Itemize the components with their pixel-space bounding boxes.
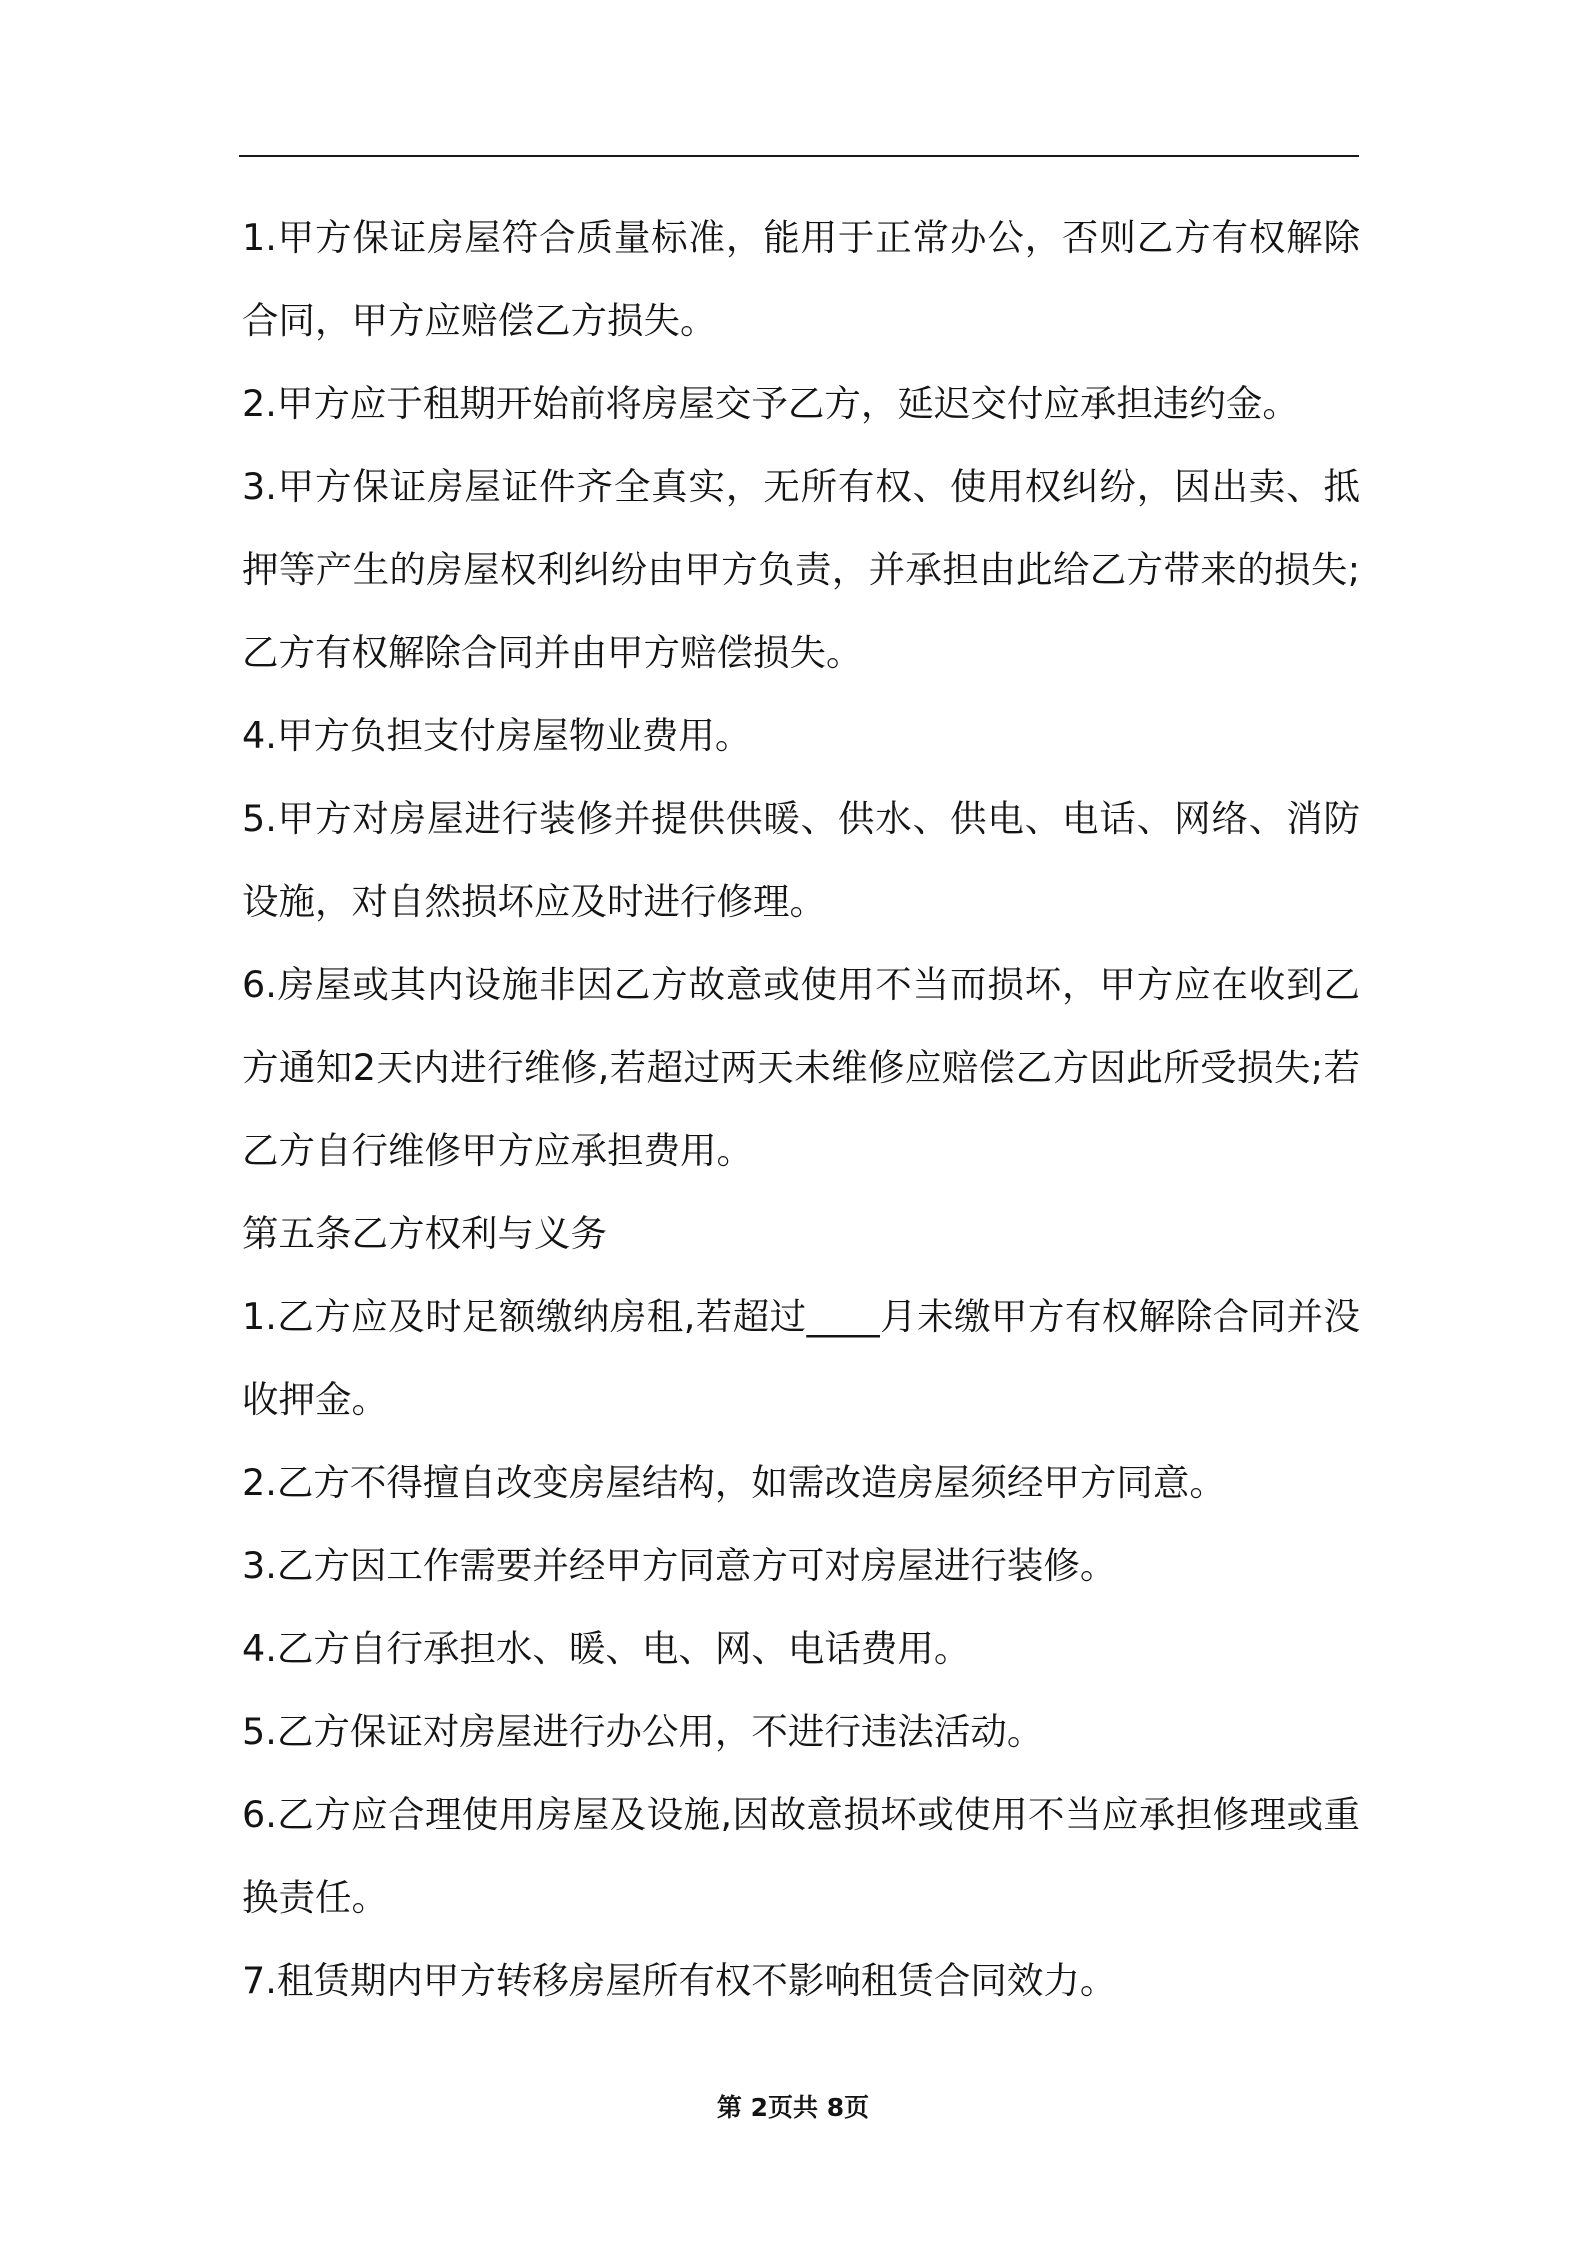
header-rule — [239, 155, 1359, 157]
clause-b6-proper-use: 6.乙方应合理使用房屋及设施,因故意损坏或使用不当应承担修理或重换责任。 — [242, 1793, 1360, 1919]
clause-b7-ownership-transfer: 7.租赁期内甲方转移房屋所有权不影响租赁合同效力。 — [242, 1959, 1117, 2002]
clause-a6-repairs: 6.房屋或其内设施非因乙方故意或使用不当而损坏，甲方应在收到乙方通知2天内进行维修,若超过两天未维修应赔偿乙方因此所受损失;若乙方自行维修甲方应承担费用。 — [242, 963, 1360, 1172]
page-number-footer: 第 2页共 8页 — [716, 2093, 870, 2122]
clause-a3-title-warranty: 3.甲方保证房屋证件齐全真实，无所有权、使用权纠纷，因出卖、抵押等产生的房屋权利纠纷由甲方负责，并承担由此给乙方带来的损失;乙方有权解除合同并由甲方赔偿损失。 — [242, 465, 1360, 674]
clause-b3-renovation: 3.乙方因工作需要并经甲方同意方可对房屋进行装修。 — [242, 1544, 1117, 1587]
clause-a2-delivery: 2.甲方应于租期开始前将房屋交予乙方，延迟交付应承担违约金。 — [242, 382, 1299, 425]
section-heading-article-5: 第五条乙方权利与义务 — [242, 1212, 607, 1255]
clause-b1-rent-payment: 1.乙方应及时足额缴纳房租,若超过____月未缴甲方有权解除合同并没收押金。 — [242, 1295, 1360, 1421]
clause-b4-utilities: 4.乙方自行承担水、暖、电、网、电话费用。 — [242, 1627, 971, 1670]
clause-a4-property-fees: 4.甲方负担支付房屋物业费用。 — [242, 714, 752, 757]
clause-a5-facilities: 5.甲方对房屋进行装修并提供供暖、供水、供电、电话、网络、消防设施，对自然损坏应及时进行修理。 — [242, 797, 1360, 923]
clause-b2-structure: 2.乙方不得擅自改变房屋结构，如需改造房屋须经甲方同意。 — [242, 1461, 1226, 1504]
clause-b5-office-use: 5.乙方保证对房屋进行办公用，不进行违法活动。 — [242, 1710, 1044, 1753]
document-body — [242, 196, 1360, 2022]
clause-a1-quality: 1.甲方保证房屋符合质量标准，能用于正常办公，否则乙方有权解除合同，甲方应赔偿乙方损失。 — [242, 216, 1360, 342]
